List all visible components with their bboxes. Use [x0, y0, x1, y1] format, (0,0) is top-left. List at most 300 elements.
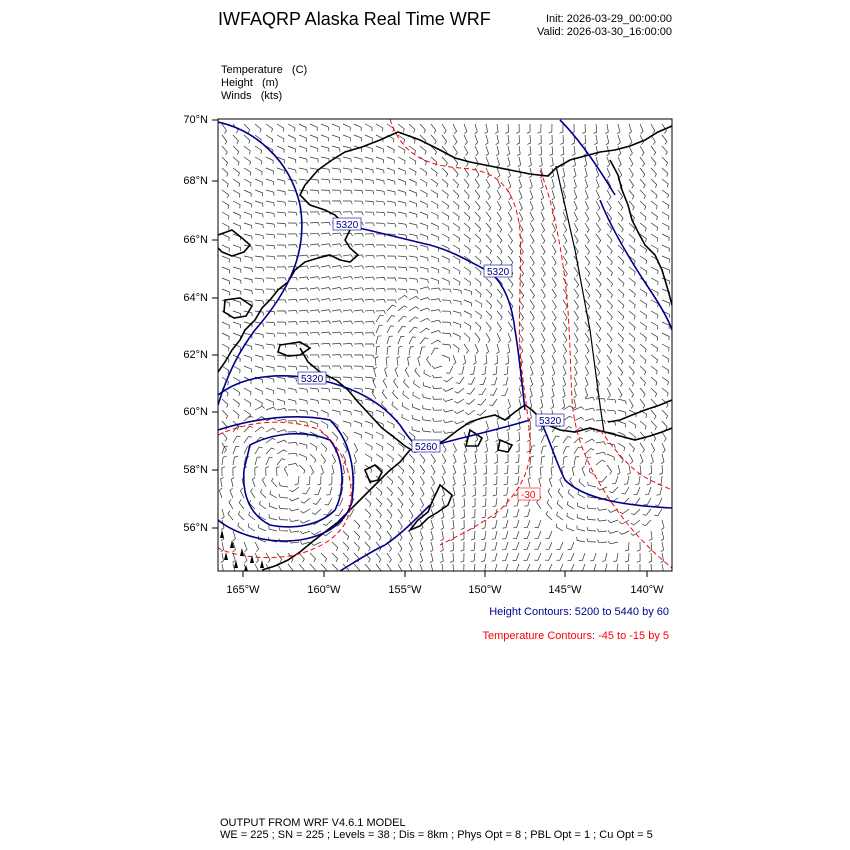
- wind-barb: [321, 410, 328, 417]
- wind-barb: [222, 124, 227, 134]
- wind-barb: [486, 223, 491, 232]
- wind-barb: [607, 300, 613, 309]
- wind-barb: [222, 410, 228, 419]
- wind-barb: [640, 333, 646, 341]
- wind-barb: [617, 465, 620, 475]
- wind-barb: [387, 201, 396, 206]
- wind-barb: [618, 212, 623, 221]
- wind-barb: [556, 553, 563, 560]
- wind-barb: [441, 520, 444, 530]
- wind-barb: [326, 487, 332, 495]
- wind-barb: [517, 432, 520, 442]
- wind-barb: [627, 465, 630, 475]
- height-label-5: 5260: [415, 442, 438, 453]
- wind-barb: [560, 135, 563, 144]
- wind-barb: [277, 322, 286, 325]
- wind-barb: [354, 212, 363, 215]
- wind-barb: [398, 337, 404, 345]
- wind-barb: [404, 379, 409, 388]
- wind-barb: [387, 168, 395, 174]
- wind-barb: [343, 124, 350, 131]
- wind-barb: [354, 179, 363, 184]
- wind-barb: [442, 267, 449, 274]
- wind-barb: [552, 234, 556, 244]
- wind-barb: [252, 477, 255, 487]
- wind-barb: [442, 344, 451, 348]
- wind-barb: [459, 366, 464, 374]
- wind-barb: [453, 267, 460, 274]
- wind-barb: [409, 289, 418, 294]
- wind-barb: [221, 553, 224, 563]
- lon-label-145: 145°W: [548, 584, 582, 596]
- wind-barb: [475, 289, 481, 297]
- wind-barb: [222, 456, 227, 465]
- wind-barb: [629, 454, 633, 464]
- valid-time: Valid: 2026-03-30_16:00:00: [537, 26, 672, 38]
- wind-barb: [507, 157, 510, 167]
- wind-barb: [387, 520, 392, 529]
- wind-barb: [463, 465, 466, 475]
- wind-barb: [443, 420, 453, 423]
- wind-barb: [277, 419, 287, 422]
- wind-barb: [233, 322, 241, 328]
- wind-barb: [365, 157, 373, 163]
- wind-barb: [365, 255, 375, 258]
- wind-barb: [493, 476, 497, 485]
- wind-barb: [541, 355, 544, 365]
- wind-barb: [277, 256, 286, 259]
- wind-barb: [541, 245, 545, 255]
- wind-barb: [222, 467, 225, 476]
- wind-barb: [233, 267, 241, 273]
- wind-barb: [233, 168, 239, 176]
- wind-barb: [365, 244, 375, 247]
- footer-line-1: OUTPUT FROM WRF V4.6.1 MODEL: [220, 817, 406, 829]
- wind-barb: [508, 223, 512, 233]
- wind-barb: [354, 355, 363, 358]
- wind-barb: [239, 500, 244, 509]
- wind-barb: [376, 245, 385, 248]
- wind-barb: [266, 289, 275, 293]
- wind-barb: [484, 355, 487, 365]
- wind-barb: [519, 212, 523, 222]
- wind-barb: [387, 316, 395, 323]
- wind-barb: [402, 414, 409, 421]
- wind-barb: [244, 426, 253, 432]
- wind-barb: [541, 333, 545, 343]
- wind-barb: [662, 223, 669, 230]
- wind-barb: [288, 288, 298, 291]
- wind-barb: [651, 234, 658, 242]
- wind-barb: [475, 245, 481, 254]
- wind-barb: [332, 332, 342, 335]
- wind-barb: [266, 201, 274, 206]
- wind-barb: [398, 509, 403, 519]
- wind-barb: [289, 519, 299, 522]
- wind-barb: [343, 399, 352, 404]
- wind-barb: [513, 564, 519, 572]
- wind-barb: [585, 234, 589, 244]
- wind-barb: [496, 432, 499, 442]
- wind-barb: [607, 245, 612, 254]
- wind-barb: [530, 234, 534, 244]
- wind-barb: [629, 322, 635, 331]
- wind-barb: [288, 223, 297, 226]
- wind-barb: [629, 245, 635, 254]
- wind-barb: [442, 333, 451, 337]
- wind-barb: [587, 538, 596, 542]
- wind-barb: [376, 157, 384, 163]
- wind-barb: [354, 266, 364, 269]
- wind-barb: [519, 201, 522, 211]
- wind-barb: [552, 223, 556, 233]
- wind-barb: [222, 509, 225, 519]
- wind-barb: [310, 179, 319, 183]
- wind-barb: [231, 477, 234, 487]
- wind-barb: [502, 542, 508, 550]
- wind-barb: [661, 542, 664, 552]
- wind-barb: [277, 245, 286, 248]
- wind-barb: [453, 344, 459, 352]
- wind-barb: [365, 421, 373, 427]
- wind-barb: [541, 366, 544, 376]
- wind-barb: [398, 124, 404, 132]
- wind-barb: [596, 179, 599, 189]
- wind-barb: [299, 124, 306, 131]
- wind-barb: [464, 322, 471, 330]
- wind-barb: [540, 388, 543, 398]
- wind-barb: [440, 553, 443, 563]
- wind-barb: [596, 223, 601, 233]
- wind-barb: [270, 491, 277, 498]
- wind-barb: [530, 190, 533, 200]
- wind-barb: [288, 299, 298, 302]
- wind-barb: [527, 124, 530, 133]
- wind-barb: [420, 498, 424, 508]
- wind-barb: [277, 278, 286, 281]
- wind-barb: [279, 482, 288, 487]
- wind-barb: [629, 333, 635, 342]
- wind-barb: [508, 234, 513, 244]
- wind-barb: [567, 524, 574, 531]
- wind-barb: [299, 168, 307, 173]
- wind-barb: [321, 454, 326, 464]
- wind-barb: [310, 299, 320, 302]
- wind-barb: [629, 157, 633, 167]
- wind-barb: [442, 465, 445, 475]
- wind-barb: [506, 124, 509, 134]
- wind-barb: [552, 256, 556, 266]
- model-footer: [220, 817, 653, 841]
- wind-barb: [456, 377, 464, 384]
- wind-barb: [475, 135, 478, 145]
- wind-barb: [394, 379, 398, 389]
- wind-barb: [644, 498, 651, 505]
- lat-label-66: 66°N: [183, 234, 208, 246]
- wind-barb: [637, 553, 640, 562]
- wind-barb: [398, 498, 403, 507]
- wind-barb: [398, 190, 406, 196]
- wind-barb: [222, 190, 229, 198]
- wind-barb: [635, 476, 640, 485]
- wind-barb: [563, 366, 566, 376]
- wind-barb: [310, 277, 320, 280]
- wind-barb: [343, 157, 351, 162]
- wind-barb: [244, 157, 251, 165]
- wind-barb: [277, 388, 285, 394]
- wind-barb: [618, 300, 624, 309]
- wind-barb: [332, 553, 338, 562]
- wind-barb: [473, 465, 476, 475]
- wind-barb: [430, 553, 433, 563]
- wind-barb: [442, 322, 451, 326]
- wind-barb: [431, 454, 435, 464]
- wind-barb: [266, 212, 275, 217]
- wind-barb: [486, 179, 490, 189]
- wind-barb: [662, 135, 667, 144]
- lat-label-70: 70°N: [183, 114, 208, 126]
- wind-barb: [295, 476, 299, 485]
- wind-barb: [618, 267, 624, 276]
- wind-barb: [645, 487, 651, 495]
- wind-barb: [453, 168, 458, 177]
- wind-barb: [288, 124, 295, 131]
- wind-barb: [585, 278, 590, 287]
- wind-barb: [552, 355, 555, 365]
- wind-barb: [497, 245, 502, 254]
- wind-barb: [222, 278, 229, 285]
- wind-barb: [387, 157, 394, 164]
- height-legend: Height Contours: 5200 to 5440 by 60: [489, 606, 669, 618]
- wind-barb: [244, 223, 252, 229]
- wind-barb: [222, 322, 229, 329]
- wind-barb: [651, 322, 658, 329]
- wind-barb: [557, 500, 563, 509]
- wind-barb: [620, 509, 629, 514]
- wind-barb: [289, 529, 299, 532]
- wind-barb: [365, 212, 374, 216]
- wind-barb: [420, 146, 426, 155]
- wind-barb: [343, 201, 352, 204]
- wind-barb: [255, 344, 263, 349]
- wind-barb: [409, 327, 418, 333]
- wind-barb: [453, 190, 459, 199]
- wind-barb: [277, 553, 282, 563]
- wind-barb: [486, 289, 492, 298]
- wind-barb: [255, 256, 264, 261]
- wind-barb: [409, 542, 412, 552]
- wind-barb: [255, 467, 258, 476]
- wind-barb: [607, 168, 610, 178]
- wind-barb: [656, 487, 662, 495]
- wind-barb: [420, 267, 428, 272]
- wind-barb: [651, 377, 657, 386]
- wind-barb: [464, 124, 467, 134]
- wind-barb: [398, 201, 406, 207]
- wind-barb: [640, 443, 645, 453]
- wind-barb: [550, 146, 553, 156]
- wind-barb: [409, 245, 418, 250]
- wind-barb: [321, 201, 330, 204]
- wind-barb: [549, 135, 552, 144]
- wind-barb: [405, 367, 409, 377]
- wind-barb: [530, 245, 534, 255]
- wind-barb: [332, 168, 341, 173]
- wind-barb: [387, 245, 396, 249]
- wind-barb: [442, 311, 451, 315]
- wind-barb: [497, 256, 502, 265]
- wind-barb: [343, 410, 351, 415]
- wind-barb: [661, 553, 664, 563]
- wind-barb: [475, 124, 478, 134]
- wind-barb: [662, 377, 669, 385]
- wind-barb: [607, 322, 612, 331]
- wind-barb: [343, 190, 352, 194]
- wind-barb: [266, 278, 275, 282]
- wind-barb: [398, 432, 405, 440]
- wind-barb: [332, 321, 342, 324]
- wind-barb: [409, 487, 414, 497]
- wind-barb: [609, 487, 618, 493]
- wind-barb: [302, 487, 310, 494]
- wind-barb: [299, 255, 309, 258]
- wind-barb: [299, 443, 307, 449]
- wind-barb: [662, 322, 669, 329]
- wind-barb: [343, 266, 353, 269]
- wind-barb: [651, 278, 658, 285]
- wind-barb: [354, 277, 364, 280]
- wind-barb: [563, 447, 570, 454]
- wind-barb: [310, 146, 318, 152]
- wind-barb: [398, 295, 408, 300]
- wind-barb: [310, 266, 320, 269]
- wind-barb: [541, 377, 544, 387]
- wind-barb: [277, 440, 287, 443]
- wind-barb: [629, 421, 636, 429]
- plot-frame: [218, 119, 672, 571]
- wind-barb: [222, 333, 229, 340]
- wind-barb: [494, 465, 497, 474]
- wind-barb: [574, 201, 577, 211]
- wind-barb: [585, 256, 590, 265]
- wind-barb: [539, 157, 542, 167]
- wind-barb: [332, 201, 341, 204]
- wind-barb: [332, 266, 342, 269]
- wind-barb: [402, 402, 409, 410]
- wind-barb: [409, 454, 415, 463]
- wind-barb: [409, 157, 416, 165]
- wind-barb: [255, 553, 259, 563]
- wind-barb: [409, 509, 413, 519]
- wind-barb: [365, 564, 370, 573]
- wind-barb: [398, 465, 404, 474]
- wind-barb: [472, 509, 476, 518]
- wind-barb: [299, 233, 309, 236]
- field-winds: Winds (kts): [221, 90, 283, 102]
- wind-barb: [607, 465, 612, 474]
- wind-barb: [541, 456, 545, 465]
- wind-barb: [631, 531, 641, 535]
- wind-barb: [463, 476, 466, 486]
- wind-barb: [470, 366, 475, 375]
- wind-barb: [431, 168, 437, 176]
- wind-barb: [244, 190, 251, 197]
- wind-barb: [596, 344, 600, 354]
- wind-barb: [640, 190, 646, 199]
- wind-barb: [563, 322, 567, 332]
- wind-barb: [530, 179, 533, 189]
- wind-barb: [662, 157, 668, 166]
- wind-barb: [640, 300, 647, 308]
- wind-barb: [629, 146, 632, 156]
- wind-barb: [453, 245, 460, 253]
- wind-barb: [640, 377, 646, 386]
- wind-barb: [453, 465, 456, 475]
- wind-barb: [497, 168, 500, 178]
- wind-barb: [552, 436, 559, 443]
- wind-barb: [420, 476, 424, 486]
- wind-barb: [398, 157, 405, 164]
- wind-barb: [530, 377, 533, 387]
- wind-barb: [480, 377, 486, 385]
- wind-barb: [563, 355, 566, 365]
- wind-barb: [497, 234, 502, 243]
- wind-barb: [332, 287, 342, 290]
- wind-barb: [442, 223, 449, 231]
- wind-barb: [453, 179, 459, 188]
- wind-barb: [288, 388, 296, 393]
- wind-barb: [323, 520, 332, 526]
- wind-barb: [478, 388, 486, 395]
- wind-barb: [573, 399, 576, 409]
- wind-barb: [299, 454, 306, 461]
- wind-barb: [398, 212, 406, 217]
- wind-barb: [515, 454, 519, 463]
- wind-barb: [365, 299, 375, 302]
- wind-barb: [409, 317, 418, 322]
- wind-barb: [365, 366, 374, 370]
- wind-barb: [365, 146, 373, 152]
- wind-barb: [332, 135, 340, 141]
- wind-barb: [662, 168, 668, 177]
- wind-barb: [222, 146, 227, 155]
- wind-barb: [519, 179, 522, 189]
- wind-barb: [538, 124, 542, 133]
- wind-barb: [343, 168, 352, 173]
- map-title: IWFAQRP Alaska Real Time WRF: [218, 9, 491, 29]
- wind-barb: [451, 531, 454, 541]
- wind-barb: [651, 333, 658, 341]
- wind-barb: [574, 438, 583, 444]
- wind-barb: [343, 421, 351, 427]
- lon-label-150: 150°W: [468, 584, 502, 596]
- wind-barb: [321, 321, 331, 324]
- wind-barb: [332, 124, 339, 131]
- wind-barb: [266, 467, 269, 476]
- wind-barb: [387, 146, 394, 153]
- wind-barb: [453, 333, 460, 340]
- wind-barb: [453, 256, 460, 264]
- wind-barb: [442, 212, 449, 220]
- wind-barb: [504, 476, 508, 485]
- wind-barb: [255, 289, 264, 293]
- wind-barb: [310, 157, 318, 162]
- wind-barb: [255, 406, 265, 410]
- wind-barb: [255, 146, 262, 154]
- wind-barb: [222, 399, 228, 408]
- wind-barb: [493, 366, 497, 375]
- wind-barb: [607, 454, 614, 461]
